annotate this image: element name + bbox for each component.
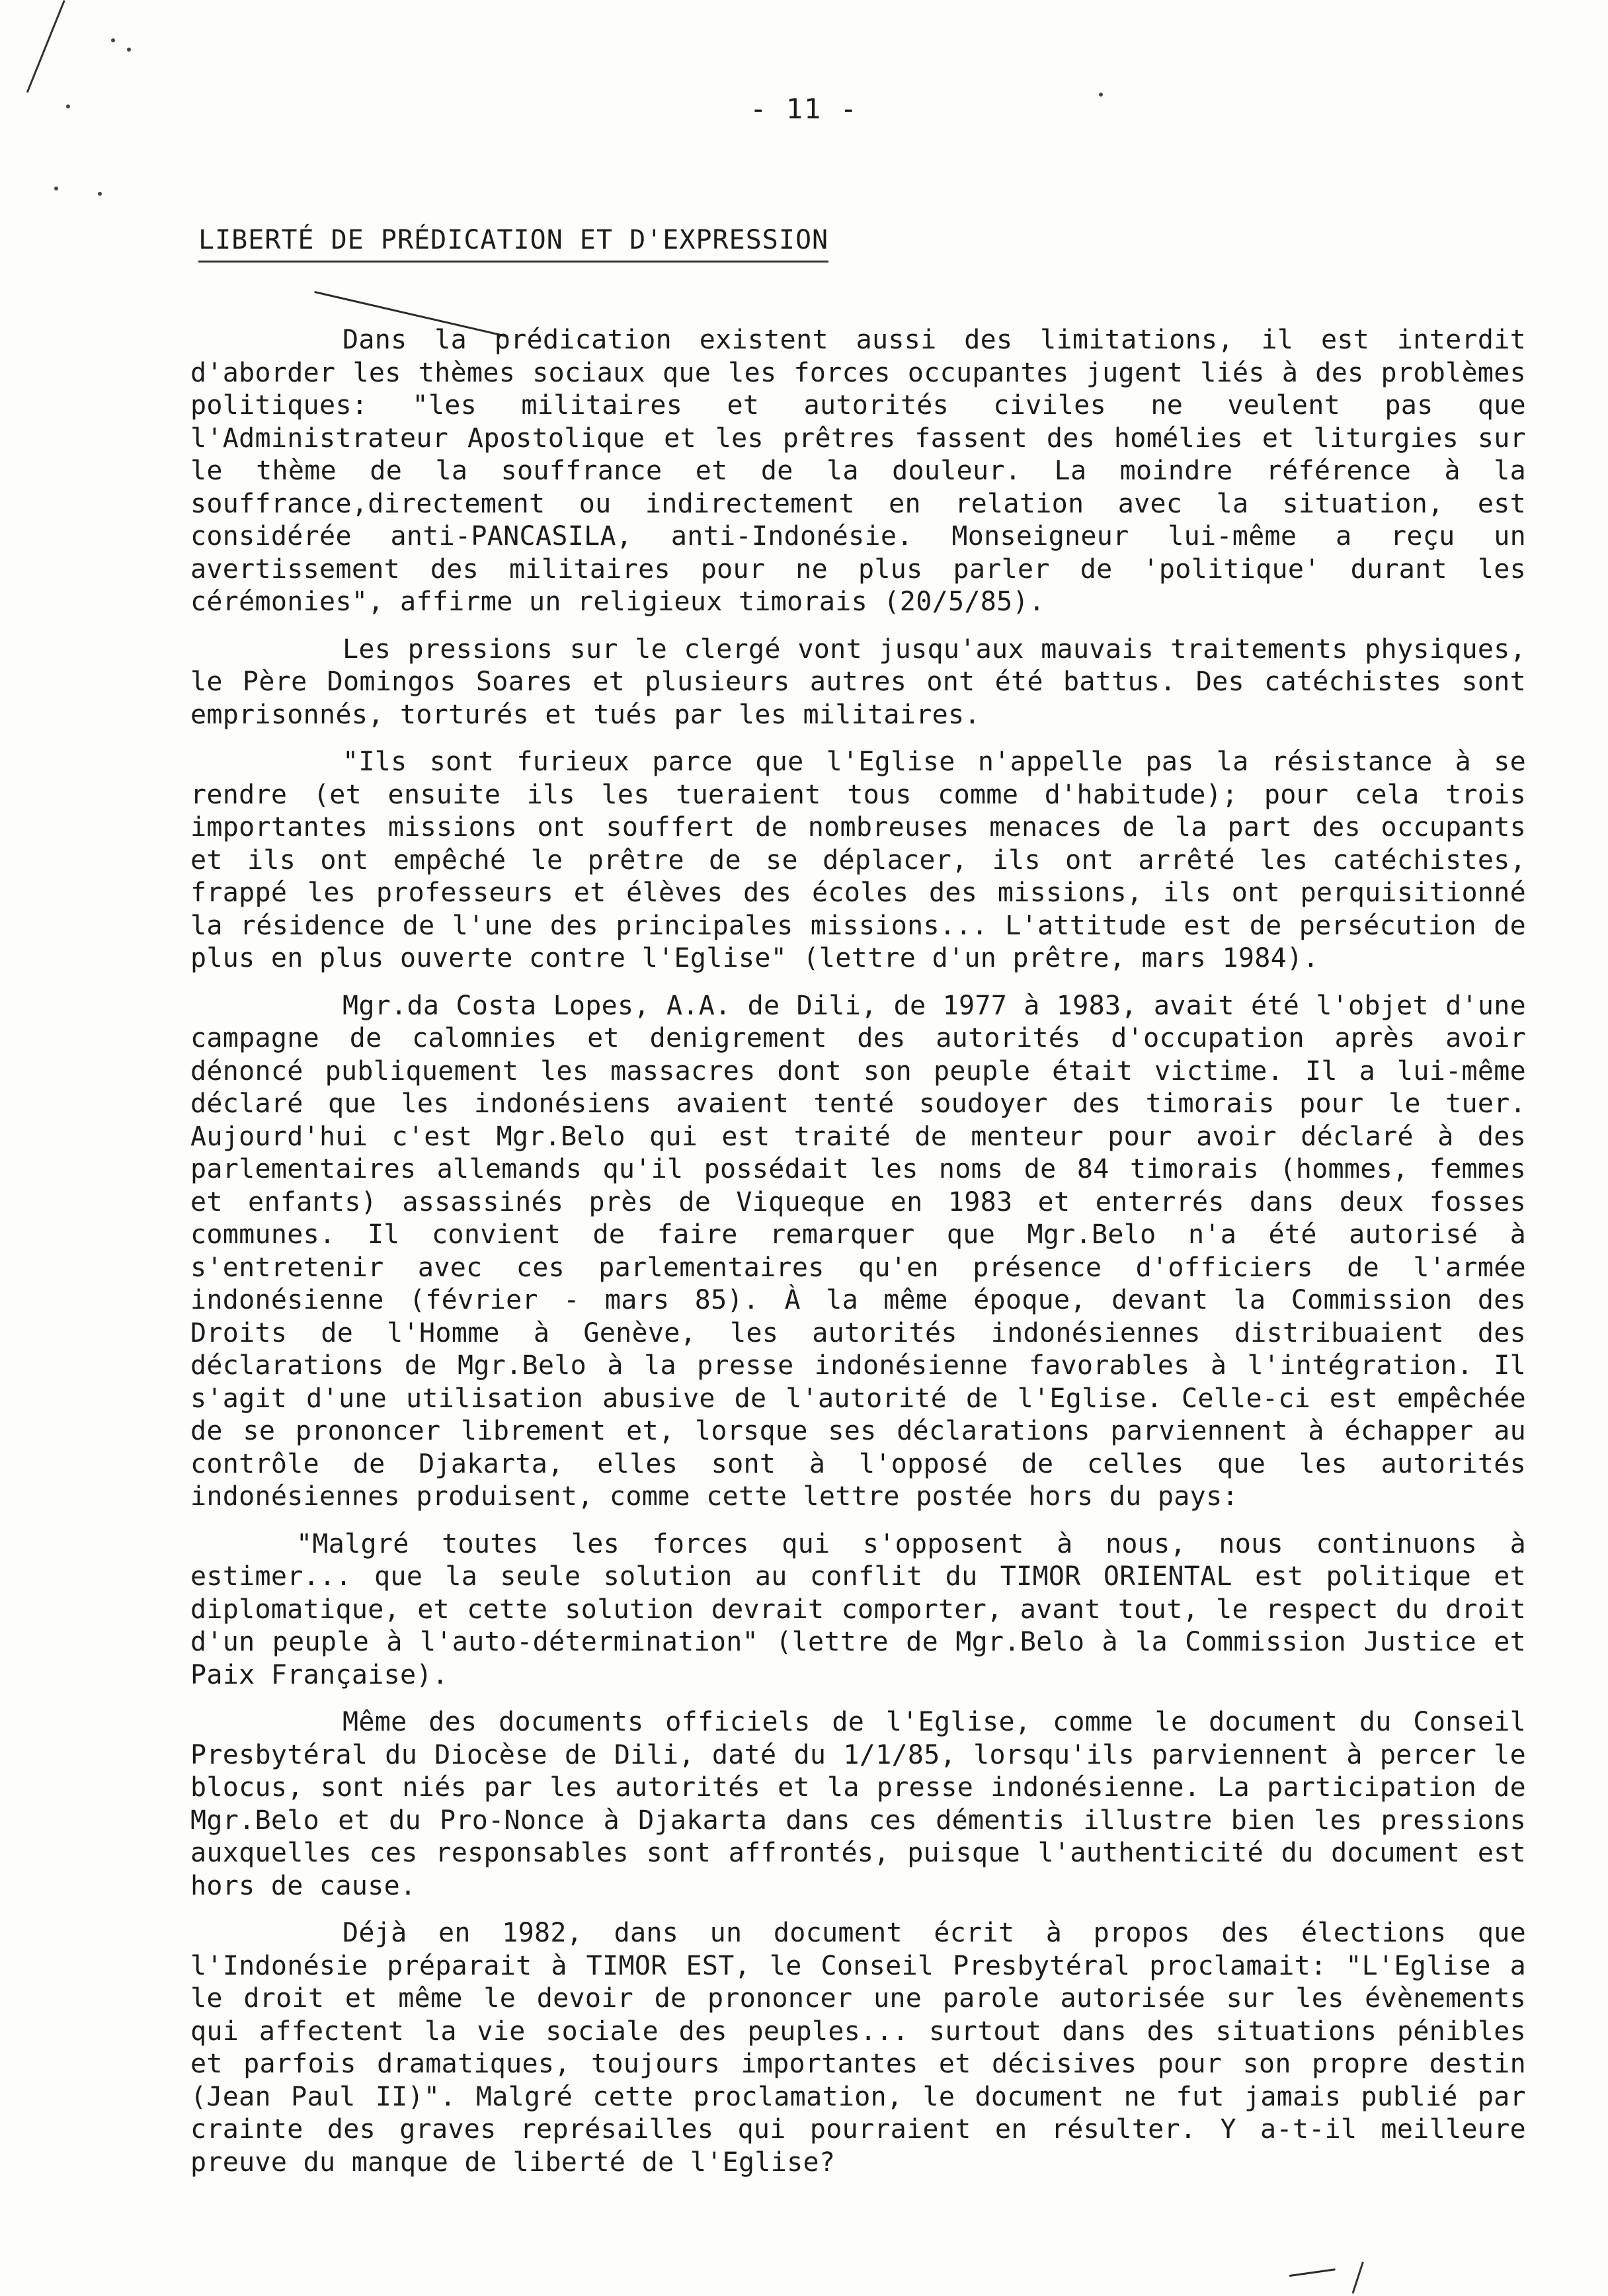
quote-paragraph: "Malgré toutes les forces qui s'opposent à nous, nous continuons à estimer... que la seule solution au conflit du TIMOR ORIENTAL est politique et diplomatique, et cette solution devrait comporter, avant tout, le respect du droit d'un peuple à l'auto-détermination" (lettre de Mgr.Belo à la Commission Justice et Paix Française). [190,1528,1526,1690]
scan-speck [98,192,102,196]
paragraph-1: Dans la prédication existent aussi des limitations, il est interdit d'aborder les thèmes sociaux que les forces occupantes jugent liés à des problèmes politiques: "les militaires et autorités civiles ne veulent pas que l'Administrateur Apostolique et les prêtres fassent des homélies et liturgies sur le thème de la souffrance et de la douleur. La moindre référence à la souffrance,directement ou indirectement en relation avec la situation, est considérée anti-PANCASILA, anti-Indonésie. Monseigneur lui-même a reçu un avertissement des militaires pour ne plus parler de 'politique' durant les cérémonies", affirme un religieux timorais (20/5/85). [190,325,1526,617]
section-title: LIBERTÉ DE PRÉDICATION ET D'EXPRESSION [198,225,828,263]
paragraph-4: Mgr.da Costa Lopes, A.A. de Dili, de 1977 à 1983, avait été l'objet d'une campagne de calomnies et denigrement des autorités d'occupation après avoir dénoncé publiquement les massacres dont son peuple était victime. Il a lui-même déclaré que les indonésiens avaient tenté soudoyer des timorais pour le tuer. Aujourd'hui c'est Mgr.Belo qui est traité de menteur pour avoir déclaré à des parlementaires allemands qu'il possédait les noms de 84 timorais (hommes, femmes et enfants) assassinés près de Viqueque en 1983 et enterrés dans deux fosses communes. Il convient de faire remarquer que Mgr.Belo n'a été autorisé à s'entretenir avec ces parlementaires qu'en présence d'officiers de l'armée indonésienne (février - mars 85). À la même époque, devant la Commission des Droits de l'Homme à Genève, les autorités indonésiennes distribuaient des déclarations de Mgr.Belo à la presse indonésienne favorables à l'intégration. Il s'agit d'une utilisation abusive de l'autorité de l'Eglise. Celle-ci est empêchée de se prononcer librement et, lorsque ses déclarations parviennent à échapper au contrôle de Djakarta, elles sont à l'opposé de celles que les autorités indonésiennes produisent, comme cette lettre postée hors du pays: [190,990,1526,1512]
scan-speck [127,48,131,52]
paragraph-7: Déjà en 1982, dans un document écrit à propos des élections que l'Indonésie préparait à TIMOR EST, le Conseil Presbytéral proclamait: "L'Eglise a le droit et même le devoir de prononcer une parole autorisée sur les évènements qui affectent la vie sociale des peuples... surtout dans des situations pénibles et parfois dramatiques, toujours importantes et décisives pour son propre destin (Jean Paul II)". Malgré cette proclamation, le document ne fut jamais publié par crainte des graves représailles qui pourraient en résulter. Y a-t-il meilleure preuve du manque de liberté de l'Eglise? [190,1918,1526,2178]
continuation-slash [1352,2262,1364,2293]
scan-speck [111,38,115,42]
paragraph-6: Même des documents officiels de l'Eglise, comme le document du Conseil Presbytéral du Diocèse de Dili, daté du 1/1/85, lorsqu'ils parviennent à percer le blocus, sont niés par les autorités et la presse indonésienne. La participation de Mgr.Belo et du Pro-Nonce à Djakarta dans ces démentis illustre bien les pressions auxquelles ces responsables sont affrontés, puisque l'authenticité du document est hors de cause. [190,1707,1526,1901]
paragraph-2: Les pressions sur le clergé vont jusqu'aux mauvais traitements physiques, le Père Domingos Soares et plusieurs autres ont été battus. Des catéchistes sont emprisonnés, torturés et tués par les militaires. [190,634,1526,730]
page-number: - 11 - [750,93,858,125]
body-text [190,324,1526,2194]
corner-pen-stroke [26,0,65,93]
scan-speck [54,186,58,190]
continuation-mark [1289,2268,1336,2277]
paragraph-3: "Ils sont furieux parce que l'Eglise n'appelle pas la résistance à se rendre (et ensuite ils les tueraient tous comme d'habitude); pour cela trois importantes missions ont souffert de nombreuses menaces de la part des occupants et ils ont empêché le prêtre de se déplacer, ils ont arrêté les catéchistes, frappé les professeurs et élèves des écoles des missions, ils ont perquisitionné la résidence de l'une des principales missions... L'attitude est de persécution de plus en plus ouverte contre l'Eglise" (lettre d'un prêtre, mars 1984). [190,747,1526,973]
